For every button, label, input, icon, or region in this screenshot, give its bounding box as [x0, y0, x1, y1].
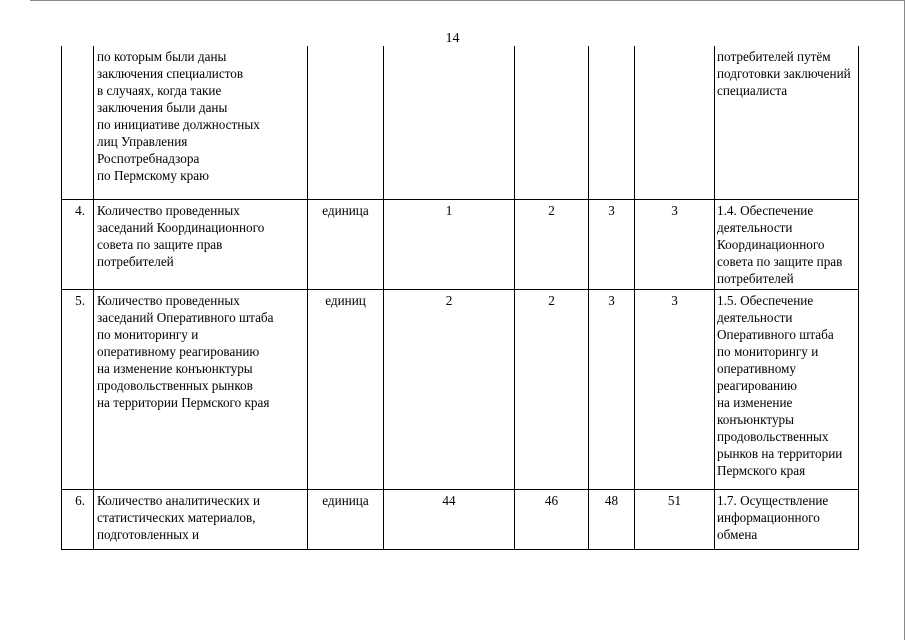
- activity-cell: [715, 199, 859, 289]
- table-row: [62, 489, 859, 549]
- indicator-cell: [94, 289, 308, 489]
- indicator-cell-line: оперативному реагированию: [97, 343, 260, 359]
- activity-cell-line: реагированию: [717, 377, 797, 393]
- indicator-cell-line: по которым были даны: [97, 49, 227, 64]
- indicator-cell-line: заключения были даны: [97, 100, 228, 115]
- value-cell-4: 51: [635, 489, 715, 549]
- activity-cell: [715, 489, 859, 549]
- unit-cell: единица: [308, 199, 384, 289]
- indicator-cell-line: по инициативе должностных: [97, 117, 260, 132]
- activity-cell-line: конъюнктуры: [717, 411, 794, 427]
- value-cell-1: [384, 46, 515, 199]
- value-cell-1: 44: [384, 489, 515, 549]
- value-cell-3: [589, 46, 635, 199]
- indicator-cell-line: на территории Пермского края: [97, 394, 270, 410]
- value-cell-2: 46: [515, 489, 589, 549]
- activity-cell-line: Координационного: [717, 236, 825, 252]
- activity-cell-line: 1.4. Обеспечение: [717, 202, 814, 218]
- value-cell-2: [515, 46, 589, 199]
- value-cell-4: 3: [635, 289, 715, 489]
- indicators-table: [61, 46, 859, 550]
- activity-cell-line: Пермского края: [717, 462, 806, 478]
- indicator-cell-line: Количество проведенных: [97, 292, 240, 308]
- activity-cell-line: оперативному: [717, 360, 796, 376]
- indicator-cell-line: лиц Управления: [97, 134, 188, 149]
- activity-cell-line: 1.5. Обеспечение: [717, 292, 814, 308]
- value-cell-3: 3: [589, 199, 635, 289]
- table-row: [62, 46, 859, 199]
- activity-cell-line: потребителей: [717, 270, 794, 286]
- value-cell-4: 3: [635, 199, 715, 289]
- table-body: [62, 46, 859, 549]
- value-cell-1: 2: [384, 289, 515, 489]
- indicator-cell-line: по мониторингу и: [97, 326, 199, 342]
- page-number: 14: [445, 31, 460, 46]
- indicator-cell-line: продовольственных рынков: [97, 377, 253, 393]
- indicator-cell-line: Количество проведенных: [97, 202, 240, 218]
- indicator-cell: [94, 46, 308, 199]
- indicator-cell-line: статистических материалов,: [97, 509, 256, 525]
- indicator-cell-line: подготовленных и: [97, 526, 200, 542]
- indicator-cell-line: Роспотребнадзора: [97, 151, 200, 166]
- indicator-cell-line: по Пермскому краю: [97, 168, 209, 183]
- value-cell-3: 48: [589, 489, 635, 549]
- indicator-cell-line: Количество аналитических и: [97, 492, 261, 508]
- activity-cell: [715, 289, 859, 489]
- table-row: [62, 199, 859, 289]
- unit-cell: [308, 46, 384, 199]
- unit-cell: единица: [308, 489, 384, 549]
- activity-cell-line: 1.7. Осуществление: [717, 492, 829, 508]
- indicator-cell-line: заседаний Оперативного штаба: [97, 309, 274, 325]
- row-number-cell: 5.: [62, 289, 94, 489]
- scan-edge-top: [30, 0, 905, 1]
- activity-cell-line: специалиста: [717, 83, 788, 98]
- value-cell-1: 1: [384, 199, 515, 289]
- indicator-cell-line: на изменение конъюнктуры: [97, 360, 253, 376]
- activity-cell-line: деятельности: [717, 309, 793, 325]
- activity-cell-line: обмена: [717, 526, 758, 542]
- activity-cell-line: продовольственных: [717, 428, 829, 444]
- row-number-cell: [62, 46, 94, 199]
- indicator-cell-line: потребителей: [97, 253, 174, 269]
- value-cell-2: 2: [515, 289, 589, 489]
- indicator-cell-line: совета по защите прав: [97, 236, 223, 252]
- indicator-cell: [94, 489, 308, 549]
- activity-cell-line: потребителей путём: [717, 49, 831, 64]
- table-row: [62, 289, 859, 489]
- row-number-cell: 6.: [62, 489, 94, 549]
- activity-cell-line: деятельности: [717, 219, 793, 235]
- indicator-cell-line: заключения специалистов: [97, 66, 244, 81]
- activity-cell-line: подготовки заключений: [717, 66, 851, 81]
- value-cell-2: 2: [515, 199, 589, 289]
- activity-cell: [715, 46, 859, 199]
- activity-cell-line: рынков на территории: [717, 445, 843, 461]
- activity-cell-line: совета по защите прав: [717, 253, 843, 269]
- activity-cell-line: Оперативного штаба: [717, 326, 834, 342]
- indicator-cell: [94, 199, 308, 289]
- indicator-cell-line: заседаний Координационного: [97, 219, 265, 235]
- activity-cell-line: по мониторингу и: [717, 343, 819, 359]
- row-number-cell: 4.: [62, 199, 94, 289]
- unit-cell: единиц: [308, 289, 384, 489]
- value-cell-3: 3: [589, 289, 635, 489]
- activity-cell-line: информационного: [717, 509, 820, 525]
- indicator-cell-line: в случаях, когда такие: [97, 83, 222, 98]
- value-cell-4: [635, 46, 715, 199]
- activity-cell-line: на изменение: [717, 394, 793, 410]
